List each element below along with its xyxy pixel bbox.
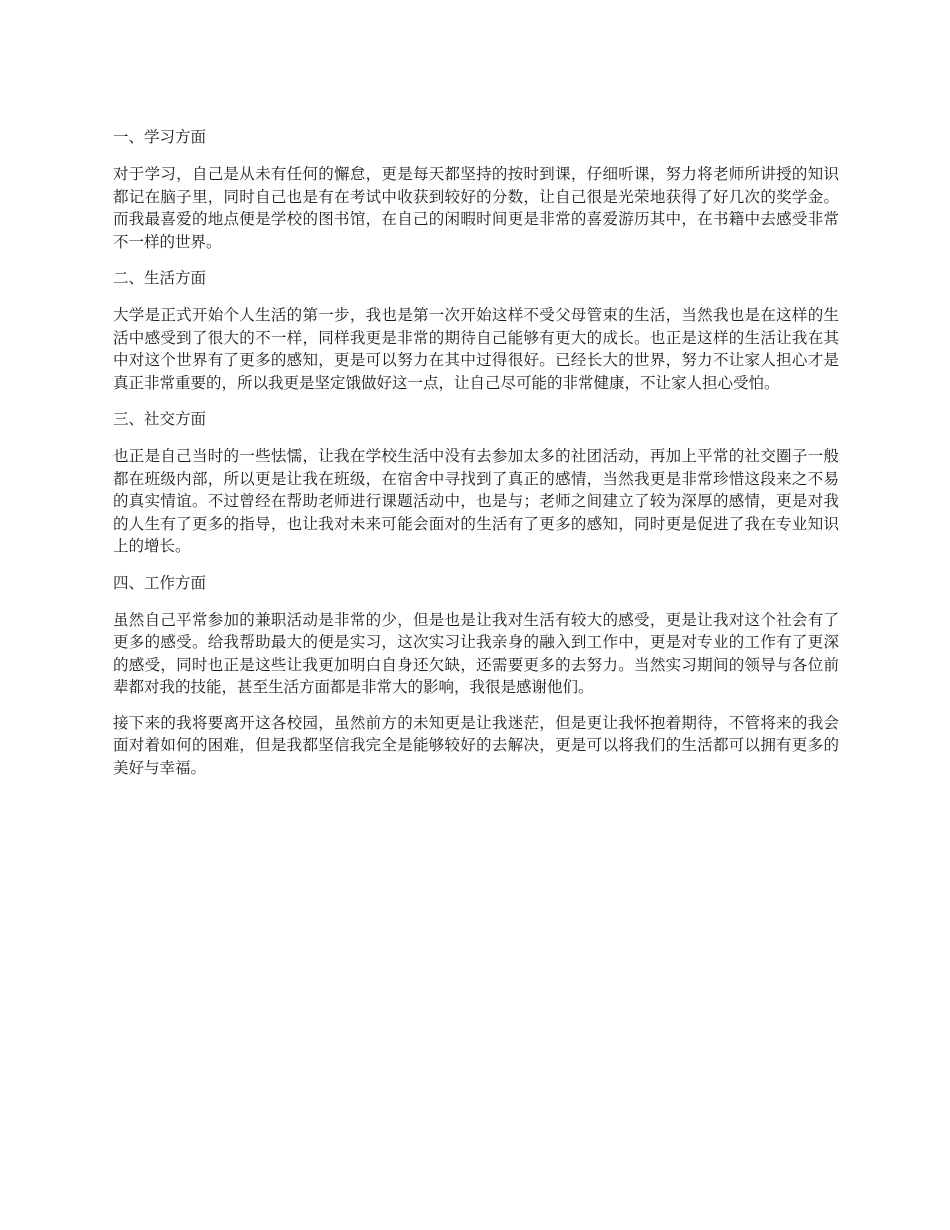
document-body: [113, 125, 839, 792]
section-heading-work: 四、工作方面: [113, 573, 207, 592]
section-heading-study: 一、学习方面: [113, 128, 207, 146]
closing-paragraph: 接下来的我将要离开这各校园，虽然前方的未知更是让我迷茫，但是更让我怀抱着期待，不管将来的我会面对着如何的困难，但是我都坚信我完全是能够较好的去解决，更是可以将我们的生活都可以拥有更多的美好与幸福。: [113, 713, 839, 777]
section-heading-social: 三、社交方面: [113, 410, 207, 428]
section-paragraph-study: 对于学习，自己是从未有任何的懈怠，更是每天都坚持的按时到课，仔细听课，努力将老师所讲授的知识都记在脑子里，同时自己也是有在考试中收获到较好的分数，让自己很是光荣地获得了好几次的奖学金。而我最喜爱的地点便是学校的图书馆，在自己的闲暇时间更是非常的喜爱游历其中，在书籍中去感受非常不一样的世界。: [113, 165, 839, 251]
section-paragraph-work: 虽然自己平常参加的兼职活动是非常的少，但是也是让我对生活有较大的感受，更是让我对这个社会有了更多的感受。给我帮助最大的便是实习，这次实习让我亲身的融入到工作中，更是对专业的工作有了更深的感受，同时也正是这些让我更加明白自身还欠缺，还需要更多的去努力。当然实习期间的领导与各位前辈都对我的技能，甚至生活方面都是非常大的影响，我很是感谢他们。: [113, 610, 839, 696]
section-heading-life: 二、生活方面: [113, 269, 207, 287]
section-paragraph-social: 也正是自己当时的一些怯懦，让我在学校生活中没有去参加太多的社团活动，再加上平常的社交圈子一般都在班级内部，所以更是让我在班级，在宿舍中寻找到了真正的感情，当然我更是非常珍惜这段来之不易的真实情谊。不过曾经在帮助老师进行课题活动中，也是与；老师之间建立了较为深厚的感情，更是对我的人生有了更多的指导，也让我对未来可能会面对的生活有了更多的感知，同时更是促进了我在专业知识上的增长。: [113, 447, 839, 555]
section-paragraph-life: 大学是正式开始个人生活的第一步，我也是第一次开始这样不受父母管束的生活，当然我也是在这样的生活中感受到了很大的不一样，同样我更是非常的期待自己能够有更大的成长。也正是这样的生活让我在其中对这个世界有了更多的感知，更是可以努力在其中过得很好。已经长大的世界，努力不让家人担心才是真正非常重要的，所以我更是坚定饿做好这一点，让自己尽可能的非常健康，不让家人担心受怕。: [113, 306, 839, 392]
